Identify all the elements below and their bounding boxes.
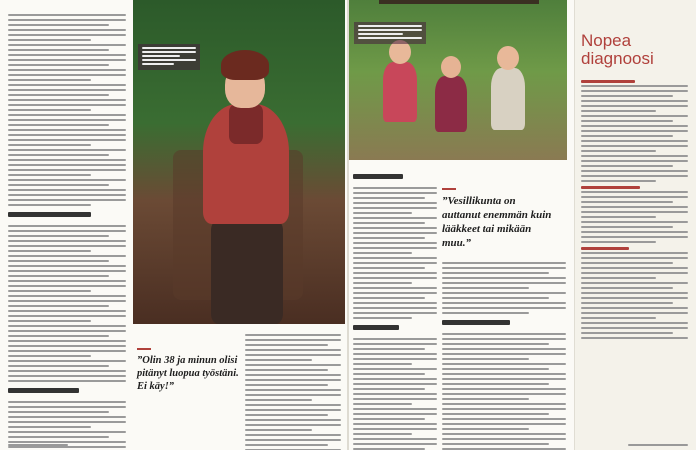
child-figure [383, 62, 417, 122]
section-heading [8, 212, 126, 221]
body-text-block [8, 14, 126, 206]
person-scarf [229, 104, 263, 144]
sidebar-title-line: Nopea [581, 31, 632, 50]
photo-caption [354, 22, 426, 44]
body-text-block [8, 225, 126, 382]
person-legs [211, 220, 283, 324]
body-column-1 [8, 14, 126, 450]
section-heading [442, 320, 566, 329]
section-heading [8, 388, 126, 397]
body-text-block [353, 187, 437, 319]
sidebar-panel [574, 0, 696, 450]
pull-quote: ”Vesillikunta on auttanut enemmän kuin lääkkeet tai mikään muu.” [442, 195, 552, 249]
sidebar-text-block [581, 191, 688, 243]
body-text-block [245, 334, 341, 450]
photo-caption [138, 44, 200, 70]
sidebar-keyword [581, 80, 688, 83]
body-column-2 [245, 334, 341, 450]
body-text-block [8, 401, 126, 450]
sidebar-title [575, 0, 696, 72]
person-hair [221, 50, 269, 80]
sidebar-text-block [581, 85, 688, 182]
page-folio [8, 444, 68, 446]
adult-face [497, 46, 519, 70]
page-folio [628, 444, 688, 446]
sidebar-body [575, 72, 696, 339]
swing-bar [379, 0, 539, 4]
section-heading [353, 325, 437, 334]
sidebar-keyword [581, 247, 688, 250]
body-text-block [442, 333, 566, 450]
sidebar-text-block [581, 252, 688, 339]
child-figure [435, 76, 467, 132]
pull-quote-rule [442, 188, 456, 190]
pull-quote-rule [137, 348, 151, 350]
adult-figure [491, 68, 525, 130]
body-column-3 [353, 168, 437, 450]
child-face [441, 56, 461, 78]
body-column-4 [442, 262, 566, 450]
sidebar-title-line: diagnoosi [581, 49, 654, 68]
pull-quote: ”Olin 38 ja minun olisi pitänyt luopua työstäni. Ei käy!” [137, 355, 239, 392]
sidebar-keyword [581, 186, 688, 189]
body-text-block [442, 262, 566, 314]
body-text-block [353, 338, 437, 450]
section-heading [353, 174, 437, 183]
